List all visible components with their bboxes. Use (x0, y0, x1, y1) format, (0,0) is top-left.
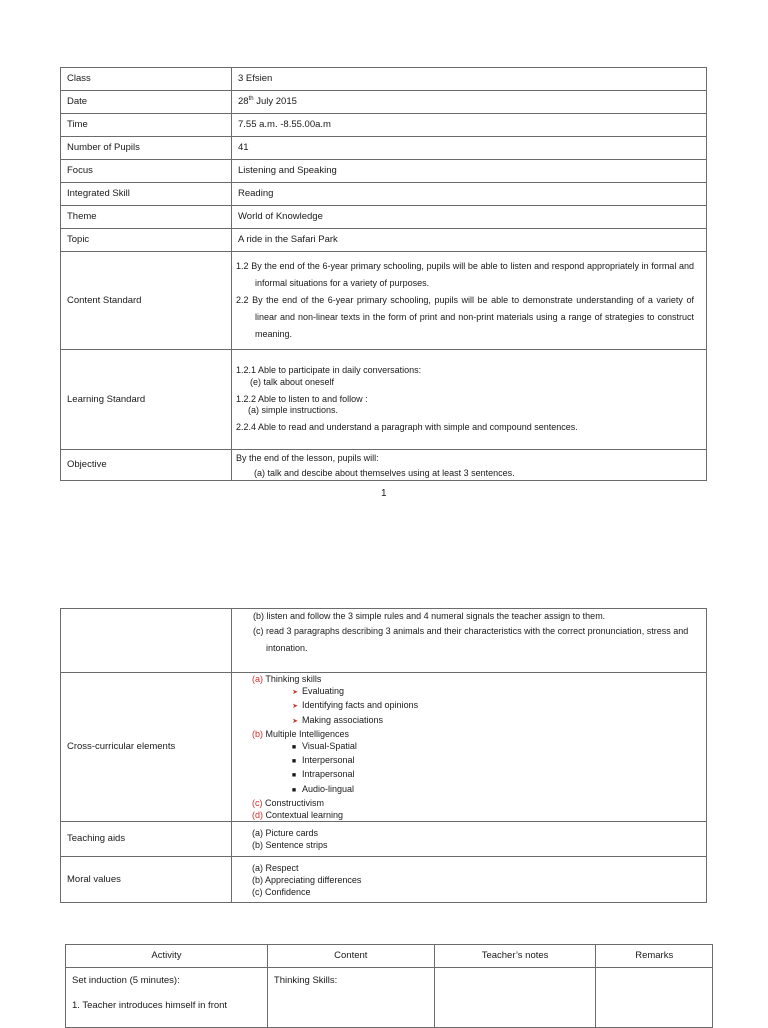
value-objective (232, 450, 707, 481)
cs-text: By the end of the 6-year primary schooling, pupils will be able to listen and respond appropriately in formal and informal situations for a variety of purposes. (251, 261, 694, 288)
cc-item-c (252, 797, 706, 809)
square-bullet-icon: ■ (291, 758, 297, 766)
row-theme (61, 206, 707, 229)
cc-text-d: Contextual learning (265, 810, 344, 821)
value-class: 3 Efsien (232, 68, 707, 91)
value-moral-values (232, 857, 707, 903)
multiple-intelligences-list (252, 740, 706, 797)
objective-item-a: (a) talk and descibe about themselves using at least 3 sentences. (254, 468, 515, 478)
label-teaching-aids: Teaching aids (61, 822, 232, 857)
cs-num: 2.2 (236, 295, 249, 305)
list-item (286, 740, 706, 754)
table-row (66, 968, 713, 1028)
ls-subitem: (e) talk about oneself (250, 376, 335, 387)
row-topic (61, 229, 707, 252)
cc-marker-a: (a) (252, 674, 263, 684)
label-objective: Objective (61, 450, 232, 481)
list-item (288, 699, 706, 713)
ls-item: 1.2.2 Able to listen to and follow : (236, 393, 368, 404)
moral-value-item: (a) Respect (252, 862, 299, 873)
label-content-standard: Content Standard (61, 252, 232, 350)
cs-num: 1.2 (236, 261, 249, 271)
arrow-bullet-icon: ➤ (292, 703, 298, 711)
value-integrated-skill: Reading (232, 183, 707, 206)
row-class (61, 68, 707, 91)
header-activity: Activity (66, 945, 268, 968)
list-item (286, 768, 706, 782)
teaching-aid-item: (b) Sentence strips (252, 840, 328, 851)
objective-item-c: (c) read 3 paragraphs describing 3 animals and their characteristics with the correct pronunciation, stress and intonation. (253, 626, 689, 653)
label-learning-standard: Learning Standard (61, 350, 232, 450)
teaching-aid-item: (a) Picture cards (252, 828, 319, 839)
cc-marker-c: (c) (252, 797, 263, 808)
label-cross-curricular: Cross-curricular elements (61, 673, 232, 822)
thinking-skills-list (252, 685, 706, 728)
row-teaching-aids (61, 822, 707, 857)
cc-marker-b: (b) (252, 728, 263, 739)
activity-step: 1. Teacher introduces himself in front (72, 999, 228, 1011)
row-content-standard (61, 252, 707, 350)
value-pupils: 41 (232, 137, 707, 160)
header-teachers-notes: Teacher’s notes (434, 945, 596, 968)
list-item (288, 714, 706, 728)
header-remarks: Remarks (596, 945, 713, 968)
list-item-text: Visual-Spatial (302, 741, 357, 752)
value-focus: Listening and Speaking (232, 160, 707, 183)
cc-marker-d: (d) (252, 810, 263, 821)
list-item (286, 754, 706, 768)
moral-value-item: (b) Appreciating differences (252, 874, 362, 885)
square-bullet-icon: ■ (291, 786, 297, 794)
objective-item-b: (b) listen and follow the 3 simple rules and 4 numeral signals the teacher assign to them. (253, 611, 606, 621)
value-teaching-aids (232, 822, 707, 857)
cell-remarks (596, 968, 713, 1028)
row-cross-curricular (61, 673, 707, 822)
cell-content: Thinking Skills: (267, 968, 434, 1028)
label-focus: Focus (61, 160, 232, 183)
ls-item: 2.2.4 Able to read and understand a paragraph with simple and compound sentences. (236, 422, 578, 433)
square-bullet-icon: ■ (291, 772, 297, 780)
page-number: 1 (381, 488, 387, 499)
cell-activity (66, 968, 268, 1028)
ls-subitem: (a) simple instructions. (248, 405, 339, 416)
cc-item-a (252, 673, 706, 685)
value-theme: World of Knowledge (232, 206, 707, 229)
label-empty (61, 609, 232, 673)
cc-item-b (252, 728, 706, 740)
header-content: Content (267, 945, 434, 968)
label-time: Time (61, 114, 232, 137)
arrow-bullet-icon: ➤ (292, 717, 298, 725)
objective-intro: By the end of the lesson, pupils will: (236, 453, 379, 463)
activity-header-row (66, 945, 713, 968)
moral-value-item: (c) Confidence (252, 886, 311, 897)
cc-text-c: Constructivism (265, 797, 325, 808)
arrow-bullet-icon: ➤ (292, 689, 298, 697)
cell-teachers-notes (434, 968, 596, 1028)
label-theme: Theme (61, 206, 232, 229)
value-time: 7.55 a.m. -8.55.00a.m (232, 114, 707, 137)
value-date (232, 91, 707, 114)
cc-text-a: Thinking skills (265, 674, 322, 684)
content-standard-item (236, 258, 700, 292)
label-integrated-skill: Integrated Skill (61, 183, 232, 206)
value-learning-standard (232, 350, 707, 450)
square-bullet-icon: ■ (291, 744, 297, 752)
label-date: Date (61, 91, 232, 114)
row-focus (61, 160, 707, 183)
cs-text: By the end of the 6-year primary schooling, pupils will be able to demonstrate understanding of a variety of linear and non-linear texts in the form of print and non-print materials using a range of strategies to construct meaning. (252, 295, 694, 339)
ls-item: 1.2.1 Able to participate in daily conversations: (236, 365, 422, 376)
row-integrated-skill (61, 183, 707, 206)
row-learning-standard (61, 350, 707, 450)
list-item (288, 685, 706, 699)
label-topic: Topic (61, 229, 232, 252)
cc-text-b: Multiple Intelligences (265, 728, 350, 739)
value-content-standard (232, 252, 707, 350)
cc-item-d (252, 809, 706, 821)
list-item (286, 783, 706, 797)
list-item-text: Audio-lingual (302, 783, 355, 794)
value-cross-curricular (232, 673, 707, 822)
activity-title: Set induction (5 minutes): (72, 975, 180, 986)
list-item-text: Interpersonal (302, 755, 355, 766)
list-item-text: Making associations (302, 714, 384, 725)
list-item-text: Intrapersonal (302, 769, 355, 780)
row-moral-values (61, 857, 707, 903)
row-objective (61, 450, 707, 481)
date-rest: July 2015 (253, 96, 297, 108)
label-pupils: Number of Pupils (61, 137, 232, 160)
list-item-text: Identifying facts and opinions (302, 700, 419, 711)
lesson-details-table (60, 67, 707, 481)
list-item-text: Evaluating (302, 686, 345, 697)
content-standard-item (236, 292, 700, 343)
value-topic: A ride in the Safari Park (232, 229, 707, 252)
label-class: Class (61, 68, 232, 91)
row-date (61, 91, 707, 114)
date-suffix: th (248, 95, 254, 102)
row-pupils (61, 137, 707, 160)
row-objective-continued (61, 609, 707, 673)
row-time (61, 114, 707, 137)
lesson-details-table-continued (60, 608, 707, 903)
value-objective-continued (232, 609, 707, 673)
label-moral-values: Moral values (61, 857, 232, 903)
activity-table (65, 944, 713, 1028)
date-day: 28 (238, 96, 249, 108)
